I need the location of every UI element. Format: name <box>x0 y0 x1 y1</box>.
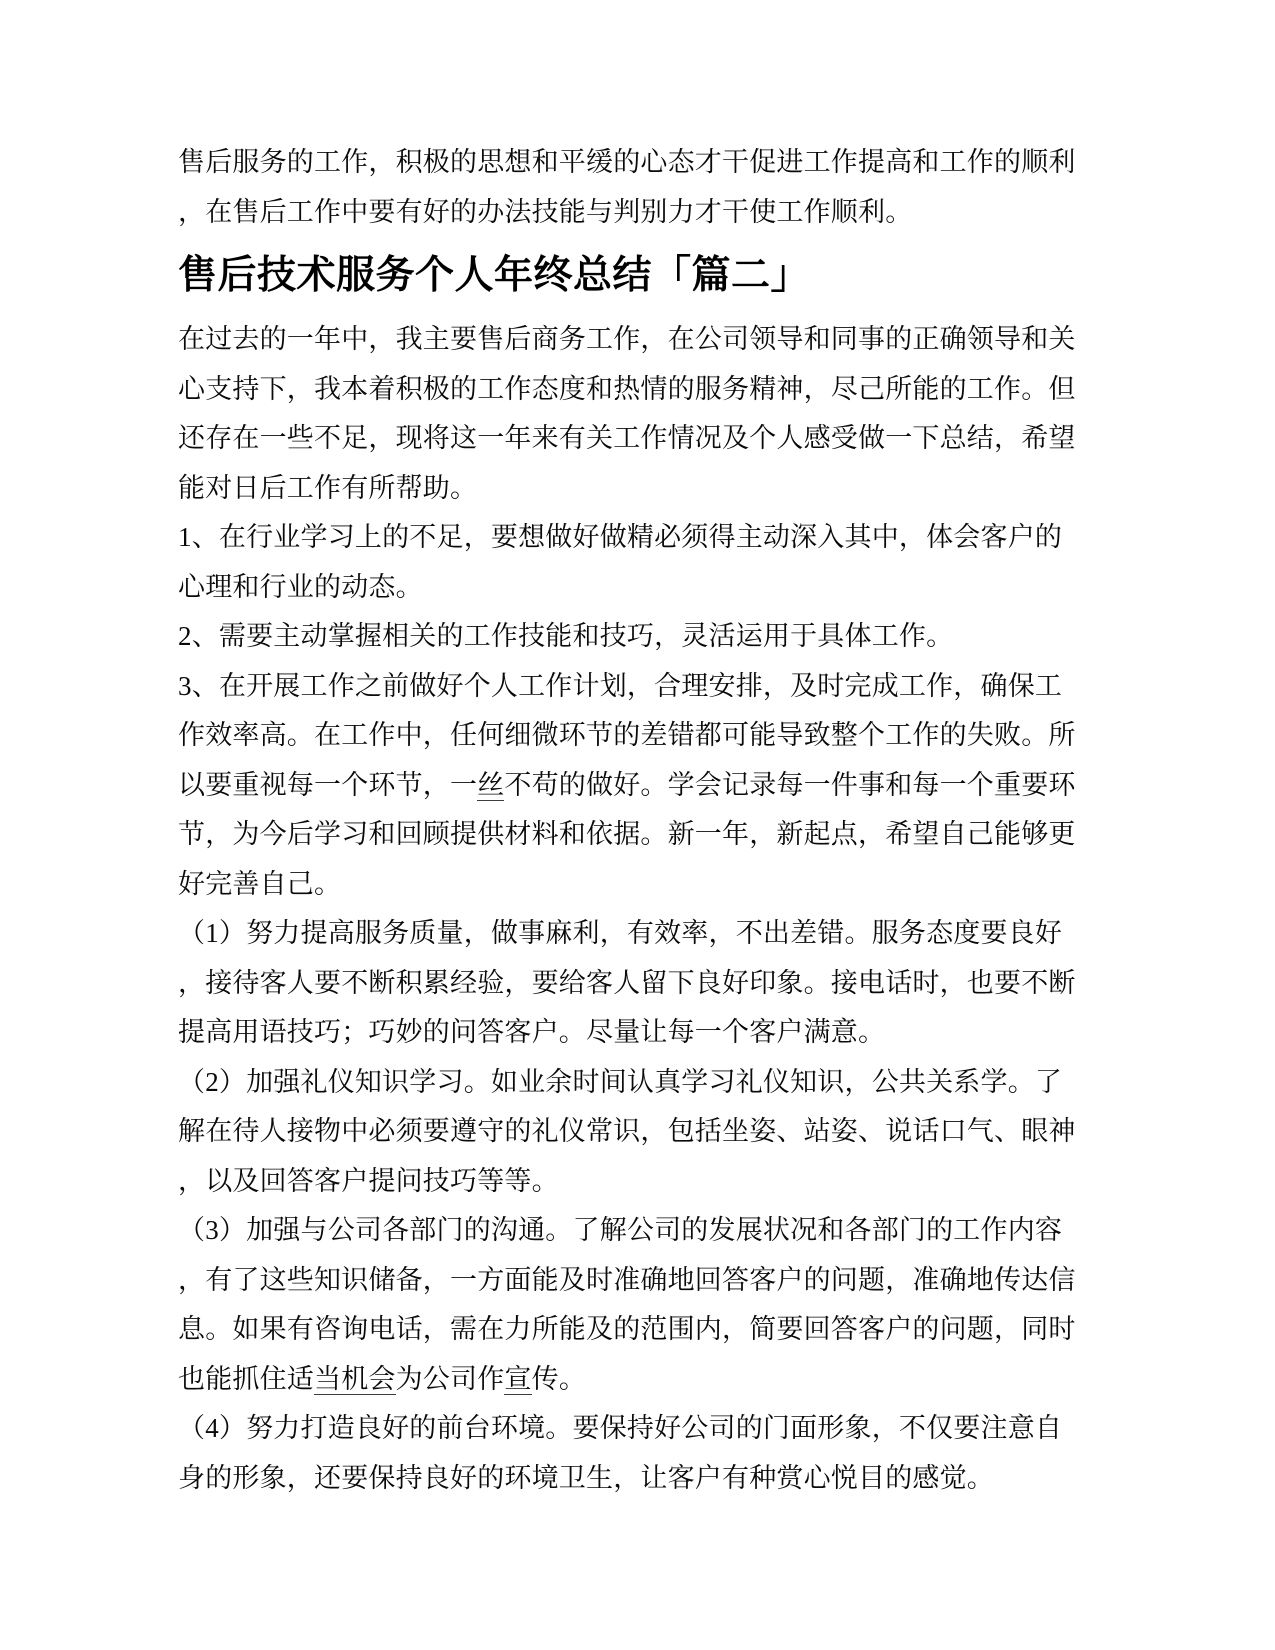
text-line: 在过去的一年中，我主要售后商务工作，在公司领导和同事的正确领导和关 <box>178 324 1076 354</box>
text-line: 1、在行业学习上的不足，要想做好做精必须得主动深入其中，体会客户的 <box>178 522 1063 552</box>
text-line: 还存在一些不足，现将这一年来有关工作情况及个人感受做一下总结，希望 <box>178 423 1076 453</box>
text-line: 解在待人接物中必须要遵守的礼仪常识，包括坐姿、站姿、说话口气、眼神 <box>178 1116 1076 1146</box>
text-line: 3、在开展工作之前做好个人工作计划，合理安排，及时完成工作，确保工 <box>178 670 1063 701</box>
text-line: 作效率高。在工作中，任何细微环节的差错都可能导致整个工作的失败。所 <box>178 720 1076 750</box>
text-line: 身的形象，还要保持良好的环境卫生，让客户有种赏心悦目的感觉。 <box>178 1462 994 1493</box>
paragraph <box>178 1404 1103 1503</box>
text-line: 好完善自己。 <box>178 868 342 899</box>
text-line: ，有了这些知识储备，一方面能及时准确地回答客户的问题，准确地传达信 <box>178 1264 1076 1295</box>
text-line: 提高用语技巧；巧妙的问答客户。尽量让每一个客户满意。 <box>178 1017 886 1047</box>
text-run: 也能抓住适 <box>178 1363 314 1394</box>
paragraph <box>178 662 1103 910</box>
text-line: （1）努力提高服务质量，做事麻利，有效率，不出差错。服务态度要良好 <box>178 918 1063 948</box>
text-line: 能对日后工作有所帮助。 <box>178 472 478 503</box>
text-line <box>178 761 1103 811</box>
paragraph <box>178 1058 1103 1207</box>
text-line: 心支持下，我本着积极的工作态度和热情的服务精神，尽己所能的工作。但 <box>178 373 1076 404</box>
text-line <box>178 1355 1103 1405</box>
text-run: 不苟的做好。学会记录每一件事和每一个重要环 <box>504 769 1076 800</box>
paragraph <box>178 1206 1103 1404</box>
text-run: 为公司作 <box>395 1363 505 1394</box>
underlined-text: 宣 <box>504 1363 532 1394</box>
text-line: ，在售后工作中要有好的办法技能与判别力才干使工作顺利。 <box>178 196 913 227</box>
paragraph <box>178 315 1103 513</box>
text-line: 2、需要主动掌握相关的工作技能和技巧，灵活运用于具体工作。 <box>178 621 954 651</box>
text-line: ，接待客人要不断积累经验，要给客人留下良好印象。接电话时，也要不断 <box>178 967 1076 998</box>
paragraph <box>178 612 1103 662</box>
paragraph <box>178 513 1103 612</box>
text-line: （2）加强礼仪知识学习。如业余时间认真学习礼仪知识，公共关系学。了 <box>178 1066 1063 1097</box>
text-line: 息。如果有咨询电话，需在力所能及的范围内，简要回答客户的问题，同时 <box>178 1314 1076 1344</box>
text-run: 以要重视每一个环节，一 <box>178 769 478 800</box>
underlined-text: 丝 <box>477 769 505 800</box>
text-line: （3）加强与公司各部门的沟通。了解公司的发展状况和各部门的工作内容 <box>178 1215 1063 1245</box>
text-line: 售后服务的工作，积极的思想和平缓的心态才干促进工作提高和工作的顺利 <box>178 147 1076 177</box>
document-content <box>178 138 1103 1503</box>
paragraph <box>178 909 1103 1058</box>
section-heading: 售后技术服务个人年终总结「篇二」 <box>178 254 811 297</box>
paragraph <box>178 138 1103 237</box>
text-line: 节，为今后学习和回顾提供材料和依据。新一年，新起点，希望自己能够更 <box>178 819 1076 849</box>
text-line: （4）努力打造良好的前台环境。要保持好公司的门面形象，不仅要注意自 <box>178 1413 1063 1443</box>
text-run: 传。 <box>531 1363 587 1394</box>
text-line: ，以及回答客户提问技巧等等。 <box>178 1165 559 1196</box>
underlined-text: 当机会 <box>314 1363 396 1394</box>
text-line: 心理和行业的动态。 <box>178 571 423 602</box>
